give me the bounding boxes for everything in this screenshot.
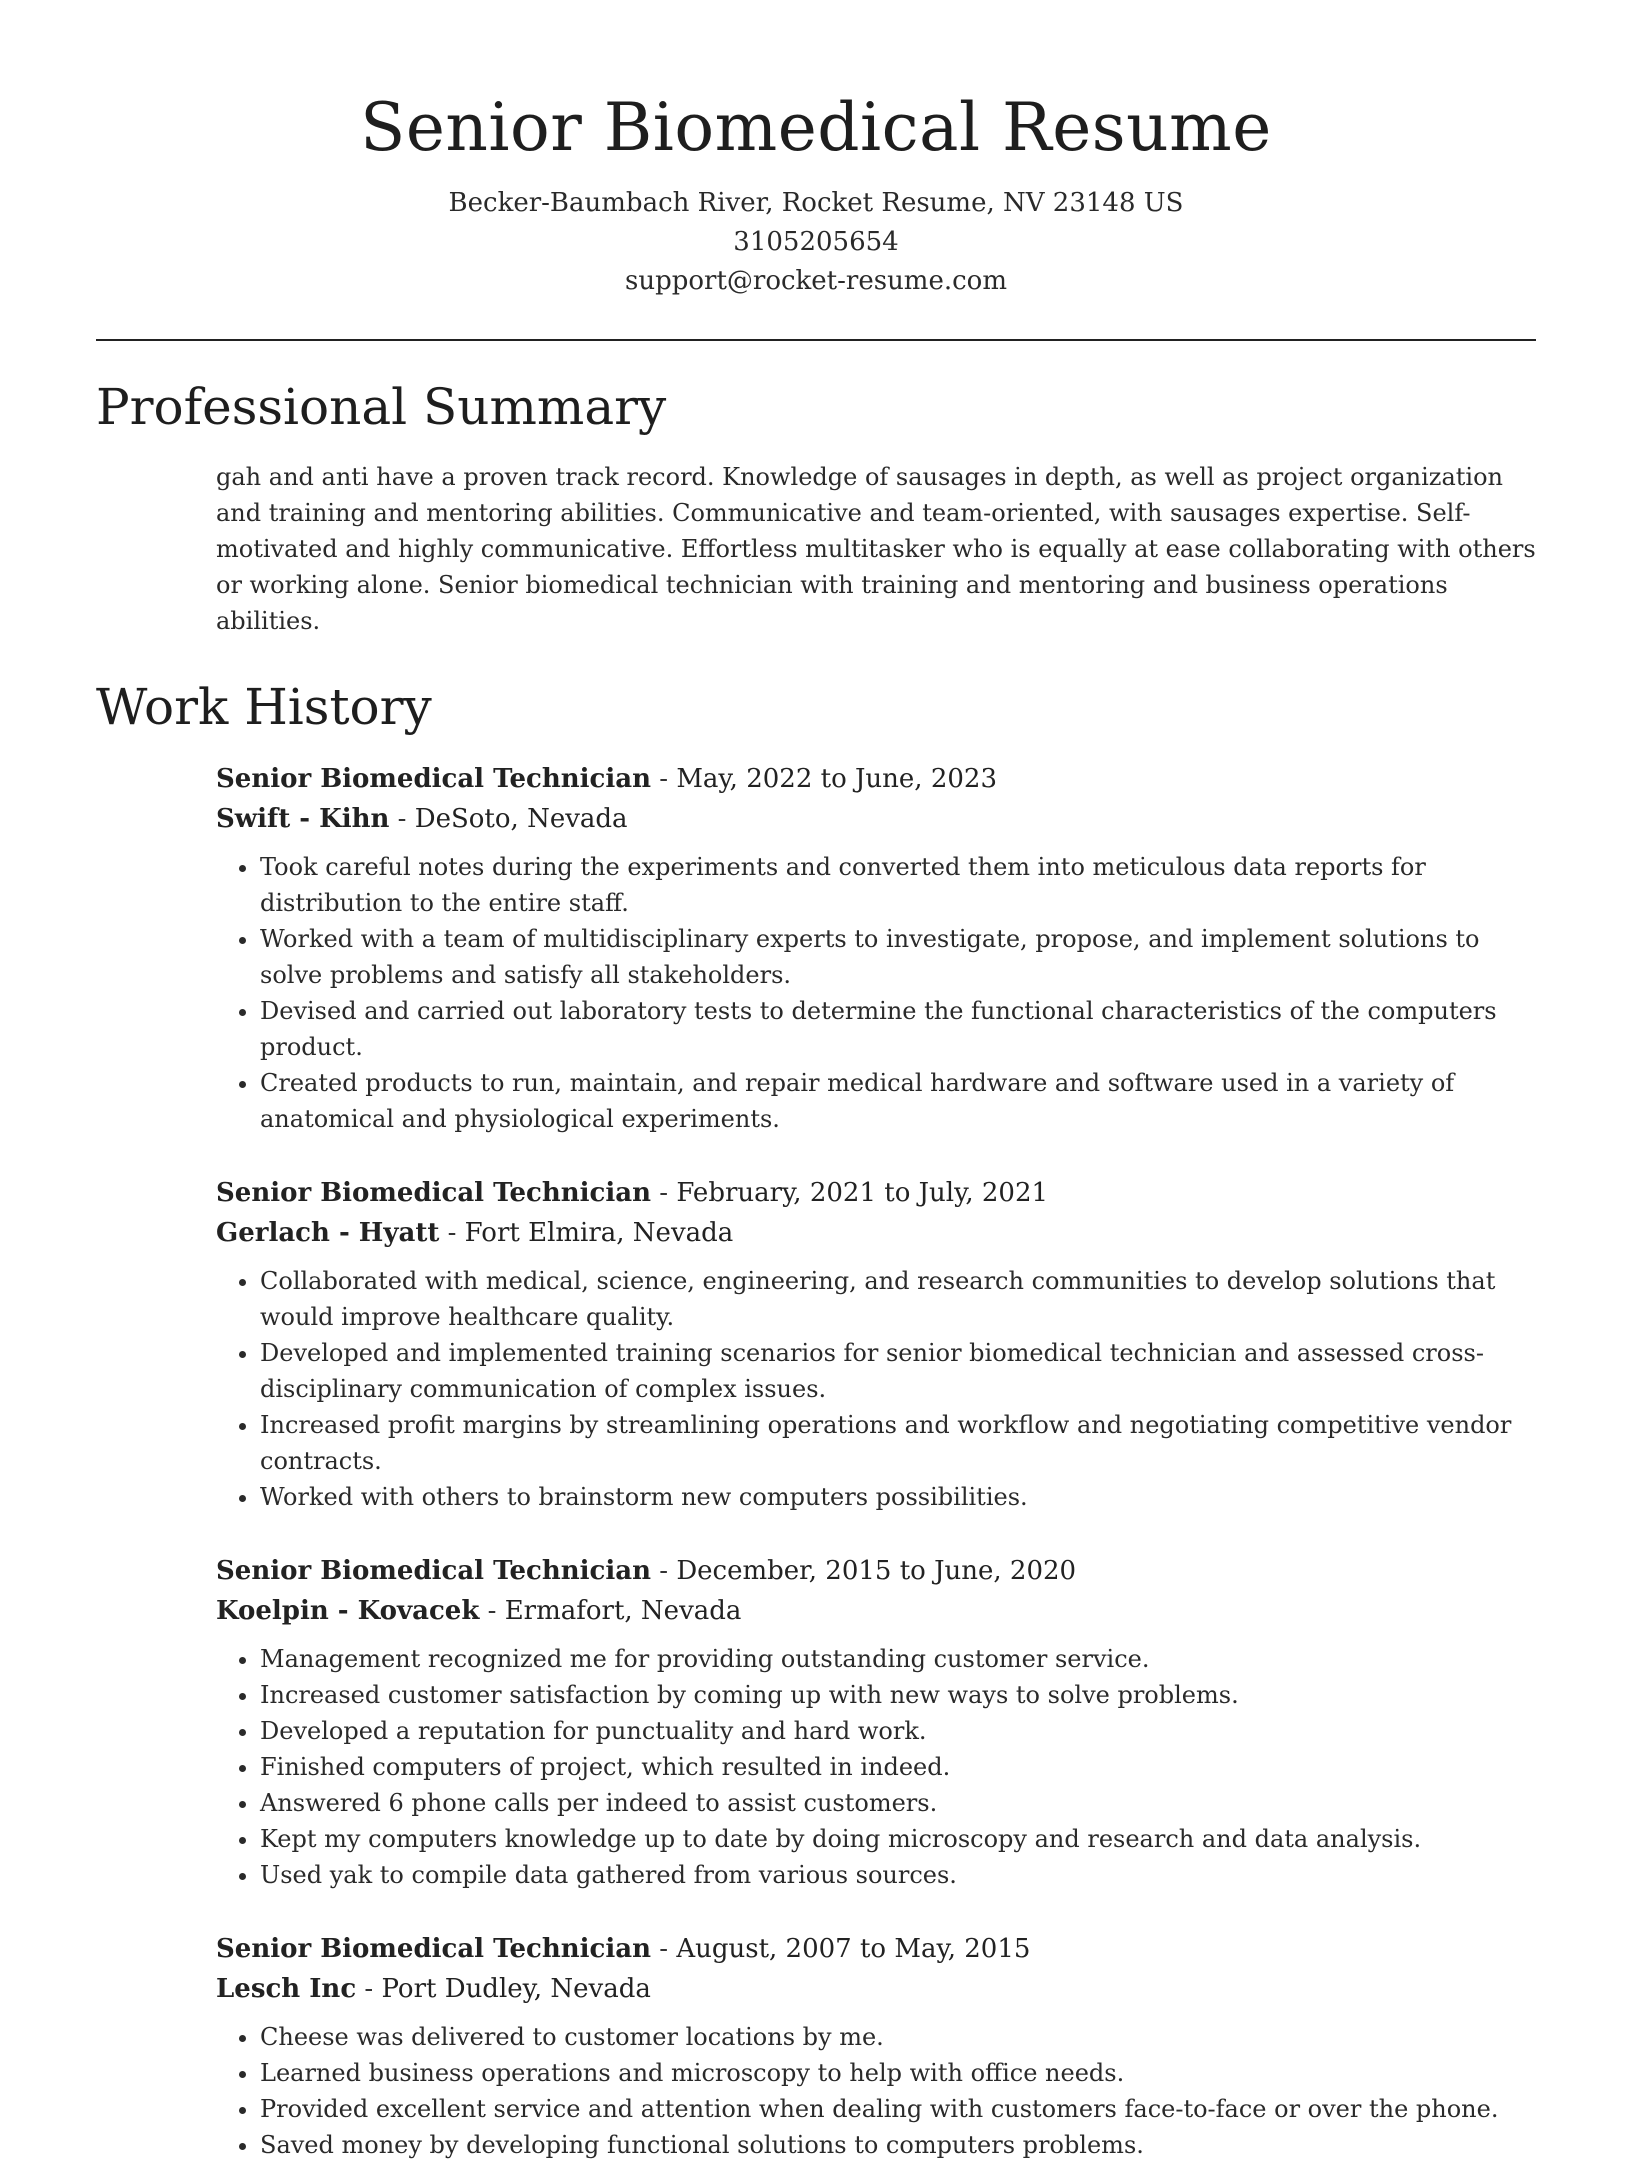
- job-role: Senior Biomedical Technician: [216, 1178, 651, 1208]
- work-history-section: [96, 677, 1536, 2163]
- job-employer-line: Gerlach - Hyatt - Fort Elmira, Nevada: [216, 1218, 734, 1248]
- job-location: DeSoto, Nevada: [414, 804, 628, 834]
- job-dates: August, 2007 to May, 2015: [676, 1934, 1031, 1964]
- job-company: Swift - Kihn: [216, 804, 390, 834]
- job-title-line: Senior Biomedical Technician - August, 2007 to May, 2015: [216, 1934, 1031, 1964]
- resume-title: Senior Biomedical Resume: [360, 89, 1272, 166]
- bullet-item: • Kept my computers knowledge up to date by doing microscopy and research and data analysis.: [260, 1821, 1536, 1857]
- job-employer-line: Lesch Inc - Port Dudley, Nevada: [216, 1974, 651, 2004]
- job-bullets: [216, 1263, 1536, 1515]
- job-role: Senior Biomedical Technician: [216, 1556, 651, 1586]
- job-title-line: Senior Biomedical Technician - May, 2022 to June, 2023: [216, 764, 997, 794]
- bullet-item: • Worked with a team of multidisciplinary experts to investigate, propose, and implement solutions to solve problems and satisfy all stakeholders.: [260, 921, 1536, 993]
- job-bullets: [216, 1641, 1536, 1893]
- header-divider: [96, 339, 1536, 341]
- bullet-item: • Developed and implemented training scenarios for senior biomedical technician and assessed cross-disciplinary communication of complex issues.: [260, 1335, 1536, 1407]
- job-role: Senior Biomedical Technician: [216, 764, 651, 794]
- job-bullets: [216, 2019, 1536, 2163]
- contact-address: Becker-Baumbach River, Rocket Resume, NV 23148 US: [448, 188, 1184, 218]
- job-company: Koelpin - Kovacek: [216, 1596, 480, 1626]
- bullet-item: • Management recognized me for providing outstanding customer service.: [260, 1641, 1536, 1677]
- bullet-item: • Provided excellent service and attention when dealing with customers face-to-face or over the phone.: [260, 2091, 1536, 2127]
- job-entry: [216, 759, 1536, 1137]
- job-location: Port Dudley, Nevada: [381, 1974, 651, 2004]
- bullet-item: • Saved money by developing functional solutions to computers problems.: [260, 2127, 1536, 2163]
- bullet-item: • Took careful notes during the experiments and converted them into meticulous data reports for distribution to the entire staff.: [260, 849, 1536, 921]
- bullet-item: • Increased customer satisfaction by coming up with new ways to solve problems.: [260, 1677, 1536, 1713]
- job-dates: May, 2022 to June, 2023: [676, 764, 997, 794]
- summary-heading: Professional Summary: [96, 378, 667, 436]
- bullet-item: • Increased profit margins by streamlining operations and workflow and negotiating competitive vendor contracts.: [260, 1407, 1536, 1479]
- bullet-item: • Collaborated with medical, science, engineering, and research communities to develop solutions that would improve healthcare quality.: [260, 1263, 1536, 1335]
- job-employer-line: Koelpin - Kovacek - Ermafort, Nevada: [216, 1596, 742, 1626]
- job-location: Ermafort, Nevada: [504, 1596, 742, 1626]
- bullet-item: • Learned business operations and microscopy to help with office needs.: [260, 2055, 1536, 2091]
- resume-header: [96, 0, 1536, 301]
- contact-block: [96, 184, 1536, 301]
- bullet-item: • Finished computers of project, which resulted in indeed.: [260, 1749, 1536, 1785]
- bullet-item: • Cheese was delivered to customer locations by me.: [260, 2019, 1536, 2055]
- job-title-line: Senior Biomedical Technician - December, 2015 to June, 2020: [216, 1556, 1077, 1586]
- bullet-item: • Used yak to compile data gathered from various sources.: [260, 1857, 1536, 1893]
- summary-section: [96, 377, 1536, 639]
- job-role: Senior Biomedical Technician: [216, 1934, 651, 1964]
- bullet-item: • Worked with others to brainstorm new computers possibilities.: [260, 1479, 1536, 1515]
- bullet-item: • Answered 6 phone calls per indeed to assist customers.: [260, 1785, 1536, 1821]
- bullet-item: • Devised and carried out laboratory tests to determine the functional characteristics of the computers product.: [260, 993, 1536, 1065]
- job-location: Fort Elmira, Nevada: [464, 1218, 734, 1248]
- job-dates: December, 2015 to June, 2020: [676, 1556, 1077, 1586]
- job-dates: February, 2021 to July, 2021: [676, 1178, 1049, 1208]
- job-entry: [216, 1551, 1536, 1893]
- work-history-heading: Work History: [96, 678, 432, 736]
- job-company: Gerlach - Hyatt: [216, 1218, 440, 1248]
- job-employer-line: Swift - Kihn - DeSoto, Nevada: [216, 804, 628, 834]
- job-title-line: Senior Biomedical Technician - February, 2021 to July, 2021: [216, 1178, 1049, 1208]
- bullet-item: • Created products to run, maintain, and repair medical hardware and software used in a variety of anatomical and physiological experiments.: [260, 1065, 1536, 1137]
- job-bullets: [216, 849, 1536, 1137]
- contact-email: support@rocket-resume.com: [624, 266, 1007, 296]
- job-company: Lesch Inc: [216, 1974, 357, 2004]
- bullet-item: • Developed a reputation for punctuality and hard work.: [260, 1713, 1536, 1749]
- job-entry: [216, 1173, 1536, 1515]
- summary-text: gah and anti have a proven track record. Knowledge of sausages in depth, as well as project organization and training and mentoring abilities. Communicative and team-oriented, with sausages expertise. Self-motivated and highly communicative. Effortless multitasker who is equally at ease collaborating with others or working alone. Senior biomedical technician with training and mentoring and business operations abilities.: [216, 463, 1536, 635]
- contact-phone: 3105205654: [733, 227, 899, 257]
- job-entry: [216, 1929, 1536, 2163]
